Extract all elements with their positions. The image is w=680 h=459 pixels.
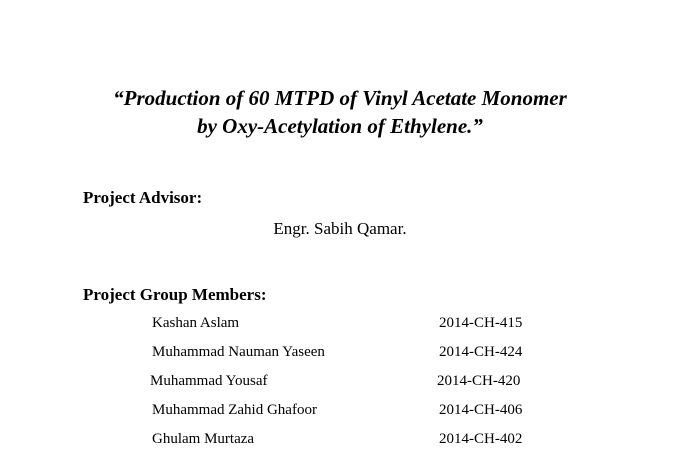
member-row — [0, 314, 680, 343]
member-id: 2014-CH-402 — [439, 431, 523, 447]
member-name: Muhammad Zahid Ghafoor — [152, 402, 317, 418]
member-name: Kashan Aslam — [152, 315, 240, 331]
member-id: 2014-CH-424 — [439, 344, 523, 360]
member-row — [0, 372, 680, 401]
project-title-line-2: by Oxy-Acetylation of Ethylene.” — [197, 114, 483, 138]
advisor-name: Engr. Sabih Qamar. — [273, 219, 407, 238]
member-name: Ghulam Murtaza — [152, 431, 255, 447]
member-id: 2014-CH-420 — [437, 373, 521, 389]
advisor-heading: Project Advisor: — [83, 188, 203, 207]
member-row — [0, 430, 680, 459]
member-name: Muhammad Nauman Yaseen — [152, 344, 325, 360]
member-row — [0, 343, 680, 372]
member-id: 2014-CH-415 — [439, 315, 523, 331]
member-name: Muhammad Yousaf — [150, 373, 268, 389]
member-row — [0, 401, 680, 430]
members-heading: Project Group Members: — [83, 285, 267, 304]
members-list — [0, 314, 680, 459]
member-id: 2014-CH-406 — [439, 402, 523, 418]
project-title-line-1: “Production of 60 MTPD of Vinyl Acetate Monomer — [113, 86, 567, 110]
